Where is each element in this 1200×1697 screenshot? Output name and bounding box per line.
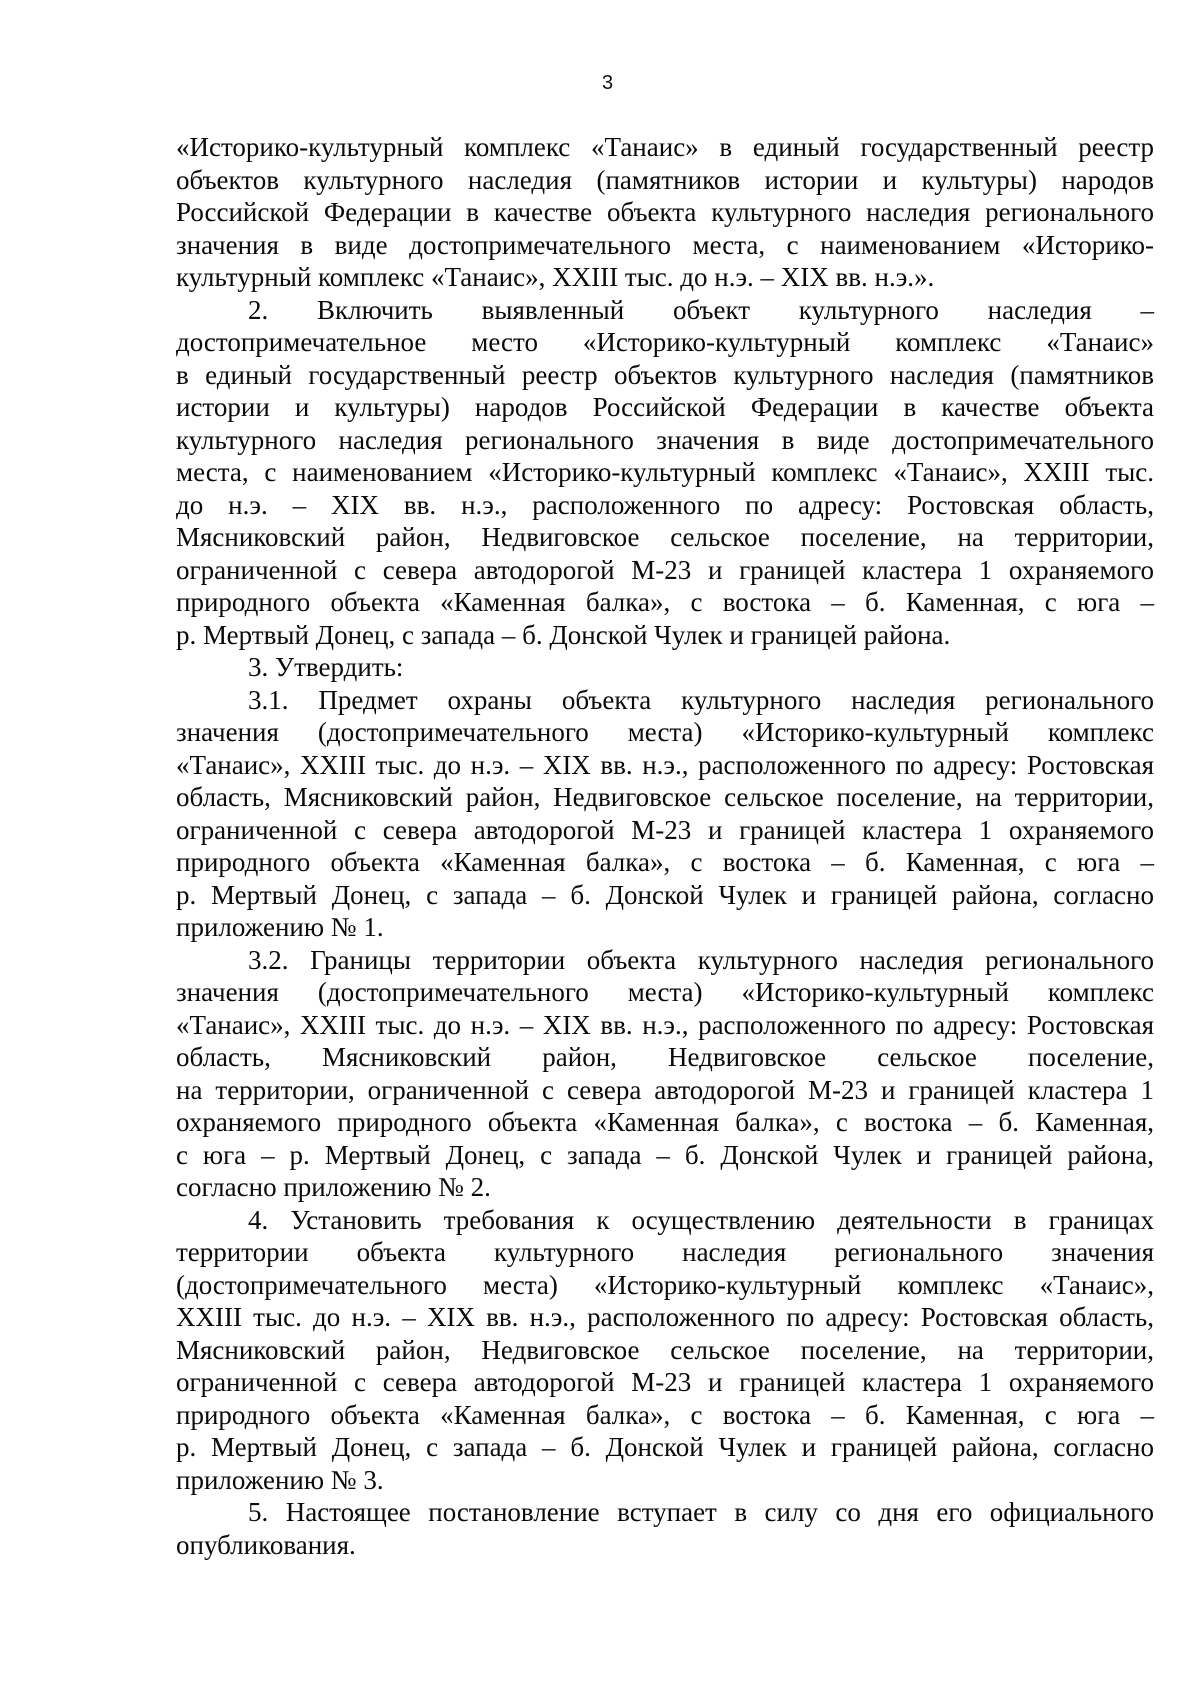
text-line: «Танаис», XXIII тыс. до н.э. – XIX вв. н.э., расположенного по адресу: Ростовская bbox=[176, 749, 1154, 780]
document-body bbox=[176, 131, 1154, 1561]
text-line: область, Мясниковский район, Недвиговское сельское поселение, bbox=[176, 1042, 1154, 1072]
text-line: р. Мертвый Донец, с запада – б. Донской Чулек и границей района. bbox=[176, 619, 951, 650]
text-line: культурный комплекс «Танаис», XXIII тыс. до н.э. – XIX вв. н.э.». bbox=[176, 262, 935, 292]
text-line: 5. Настоящее постановление вступает в силу со дня его официального bbox=[248, 1497, 1154, 1527]
text-line: территории объекта культурного наследия регионального значения bbox=[176, 1237, 1154, 1267]
text-line: природного объекта «Каменная балка», с востока – б. Каменная, с юга – bbox=[176, 1399, 1154, 1430]
text-line: природного объекта «Каменная балка», с востока – б. Каменная, с юга – bbox=[176, 847, 1154, 877]
text-line: 3. Утвердить: bbox=[248, 652, 404, 682]
page-number: 3 bbox=[601, 72, 614, 94]
text-line: ограниченной с севера автодорогой М-23 и границей кластера 1 охраняемого bbox=[176, 814, 1154, 845]
text-line: в единый государственный реестр объектов культурного наследия (памятников bbox=[176, 359, 1154, 390]
text-line: опубликования. bbox=[176, 1529, 356, 1560]
text-line: приложению № 3. bbox=[176, 1464, 384, 1495]
text-line: значения в виде достопримечательного места, с наименованием «Историко- bbox=[176, 229, 1154, 260]
text-line: Мясниковский район, Недвиговское сельское поселение, на территории, bbox=[176, 522, 1154, 552]
text-line: культурного наследия регионального значения в виде достопримечательного bbox=[176, 424, 1154, 455]
text-line: р. Мертвый Донец, с запада – б. Донской Чулек и границей района, согласно bbox=[176, 1432, 1154, 1462]
text-line: истории и культуры) народов Российской Федерации в качестве объекта bbox=[176, 392, 1154, 422]
text-line: 2. Включить выявленный объект культурного наследия – bbox=[248, 294, 1154, 325]
text-line: с юга – р. Мертвый Донец, с запада – б. Донской Чулек и границей района, bbox=[176, 1139, 1154, 1170]
text-line: приложению № 1. bbox=[176, 912, 384, 942]
text-line: до н.э. – XIX вв. н.э., расположенного по адресу: Ростовская область, bbox=[176, 489, 1154, 520]
text-line: ограниченной с севера автодорогой М-23 и границей кластера 1 охраняемого bbox=[176, 1367, 1154, 1397]
text-line: ограниченной с севера автодорогой М-23 и границей кластера 1 охраняемого bbox=[176, 554, 1154, 585]
text-line: 3.2. Границы территории объекта культурного наследия регионального bbox=[248, 944, 1154, 975]
text-line: достопримечательное место «Историко-культурный комплекс «Танаис» bbox=[176, 327, 1154, 357]
text-line: значения (достопримечательного места) «Историко-культурный комплекс bbox=[176, 977, 1154, 1007]
text-line: природного объекта «Каменная балка», с востока – б. Каменная, с юга – bbox=[176, 587, 1154, 617]
text-line: (достопримечательного места) «Историко-культурный комплекс «Танаис», bbox=[176, 1269, 1154, 1300]
text-line: XXIII тыс. до н.э. – XIX вв. н.э., расположенного по адресу: Ростовская область, bbox=[176, 1302, 1154, 1332]
text-line: Российской Федерации в качестве объекта культурного наследия регионального bbox=[176, 197, 1154, 227]
text-line: значения (достопримечательного места) «Историко-культурный комплекс bbox=[176, 717, 1154, 747]
text-line: область, Мясниковский район, Недвиговское сельское поселение, на территории, bbox=[176, 782, 1154, 812]
text-line: р. Мертвый Донец, с запада – б. Донской Чулек и границей района, согласно bbox=[176, 879, 1154, 910]
text-line: 3.1. Предмет охраны объекта культурного наследия регионального bbox=[248, 684, 1154, 715]
text-line: Мясниковский район, Недвиговское сельское поселение, на территории, bbox=[176, 1334, 1154, 1365]
text-line: охраняемого природного объекта «Каменная балка», с востока – б. Каменная, bbox=[176, 1107, 1154, 1137]
text-line: объектов культурного наследия (памятников истории и культуры) народов bbox=[176, 164, 1154, 195]
text-line: согласно приложению № 2. bbox=[176, 1172, 491, 1202]
text-line: «Историко-культурный комплекс «Танаис» в единый государственный реестр bbox=[176, 132, 1154, 162]
text-line: 4. Установить требования к осуществлению деятельности в границах bbox=[248, 1204, 1154, 1235]
text-line: места, с наименованием «Историко-культурный комплекс «Танаис», XXIII тыс. bbox=[176, 457, 1154, 487]
text-line: «Танаис», XXIII тыс. до н.э. – XIX вв. н.э., расположенного по адресу: Ростовская bbox=[176, 1009, 1154, 1040]
text-line: на территории, ограниченной с севера автодорогой М-23 и границей кластера 1 bbox=[176, 1074, 1154, 1105]
